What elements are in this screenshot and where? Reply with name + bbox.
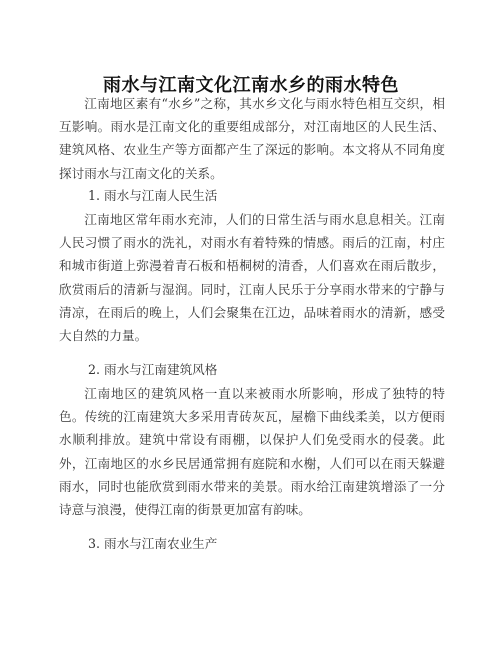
section-2-body: 江南地区的建筑风格一直以来被雨水所影响，形成了独特的特色。传统的江南建筑大多采用青砖灰瓦，屋檐下曲线柔美，以方便雨水顺利排放。建筑中常设有雨棚，以保护人们免受雨水的侵袭。此外，江南地区的水乡民居通常拥有庭院和水榭，人们可以在雨天躲避雨水，同时也能欣赏到雨水带来的美景。雨水给江南建筑增添了一分诗意与浪漫，使得江南的街景更加富有韵味。 xyxy=(59,386,445,518)
section-1-body: 江南地区常年雨水充沛，人们的日常生活与雨水息息相关。江南人民习惯了雨水的洗礼，对雨水有着特殊的情感。雨后的江南，村庄和城市街道上弥漫着青石板和梧桐树的清香，人们喜欢在雨后散步，欣赏雨后的清新与湿润。同时，江南人民乐于分享雨水带来的宁静与清凉，在雨后的晚上，人们会聚集在江边，品味着雨水的清新，感受大自然的力量。 xyxy=(59,212,445,344)
document-title: 雨水与江南文化江南水乡的雨水特色 xyxy=(103,75,399,97)
section-3-heading: 3. 雨水与江南农业生产 xyxy=(88,536,218,551)
section-2-heading: 2. 雨水与江南建筑风格 xyxy=(88,362,218,377)
section-1-heading: 1. 雨水与江南人民生活 xyxy=(88,188,218,203)
intro-paragraph: 江南地区素有“水乡”之称，其水乡文化与雨水特色相互交织，相互影响。雨水是江南文化的重要组成部分，对江南地区的人民生活、建筑风格、农业生产等方面都产生了深远的影响。本文将从不同角度探讨雨水与江南文化的关系。 xyxy=(59,96,445,181)
